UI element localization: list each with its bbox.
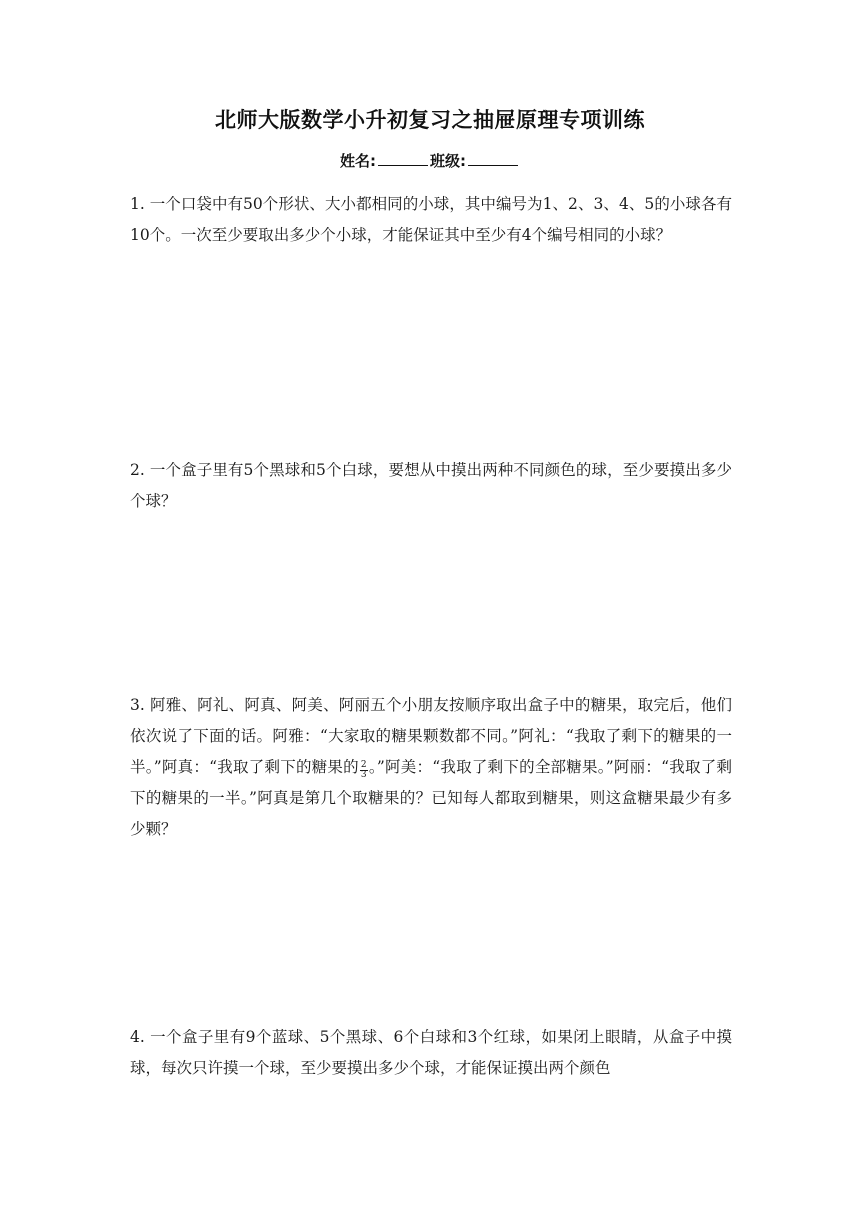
document-title: 北师大版数学小升初复习之抽屉原理专项训练 [215,108,645,132]
question-2: 2. 一个盒子里有5个黑球和5个白球，要想从中摸出两种不同颜色的球，至少要摸出多少个球？ [130,461,732,510]
question-3-part-1: 3. 阿雅、阿礼、阿真、阿美、阿丽五个小朋友按顺序取出盒子中的糖果，取完后，他们依次说了下面的话。阿雅：“大家取的糖果颗数都不同。”阿礼：“我取了剩下的糖果的一半。”阿真：“我取了剩下的糖果的 [130,696,732,776]
fraction-denominator: 3 [360,770,367,780]
fraction-numerator: 2 [360,760,367,770]
question-3 [130,690,732,845]
question-4: 4. 一个盒子里有9个蓝球、5个黑球、6个白球和3个红球，如果闭上眼睛，从盒子中摸球，每次只许摸一个球，至少要摸出多少个球，才能保证摸出两个颜色 [130,1028,732,1077]
fraction-two-thirds [360,761,368,780]
name-label: 姓名: [340,152,376,170]
name-blank[interactable] [378,151,428,166]
student-info-line [0,150,860,171]
class-label: 班级: [430,152,466,170]
question-3-part-2: 。”阿美：“我取了剩下的全部糖果。”阿丽：“我取了剩下的糖果的一半。”阿真是第几个取糖果的？已知每人都取到糖果，则这盒糖果最少有多少颗？ [130,758,733,838]
question-1: 1. 一个口袋中有50个形状、大小都相同的小球，其中编号为1、2、3、4、5的小球各有10个。一次至少要取出多少个小球，才能保证其中至少有4个编号相同的小球？ [130,195,732,244]
class-blank[interactable] [468,151,518,166]
